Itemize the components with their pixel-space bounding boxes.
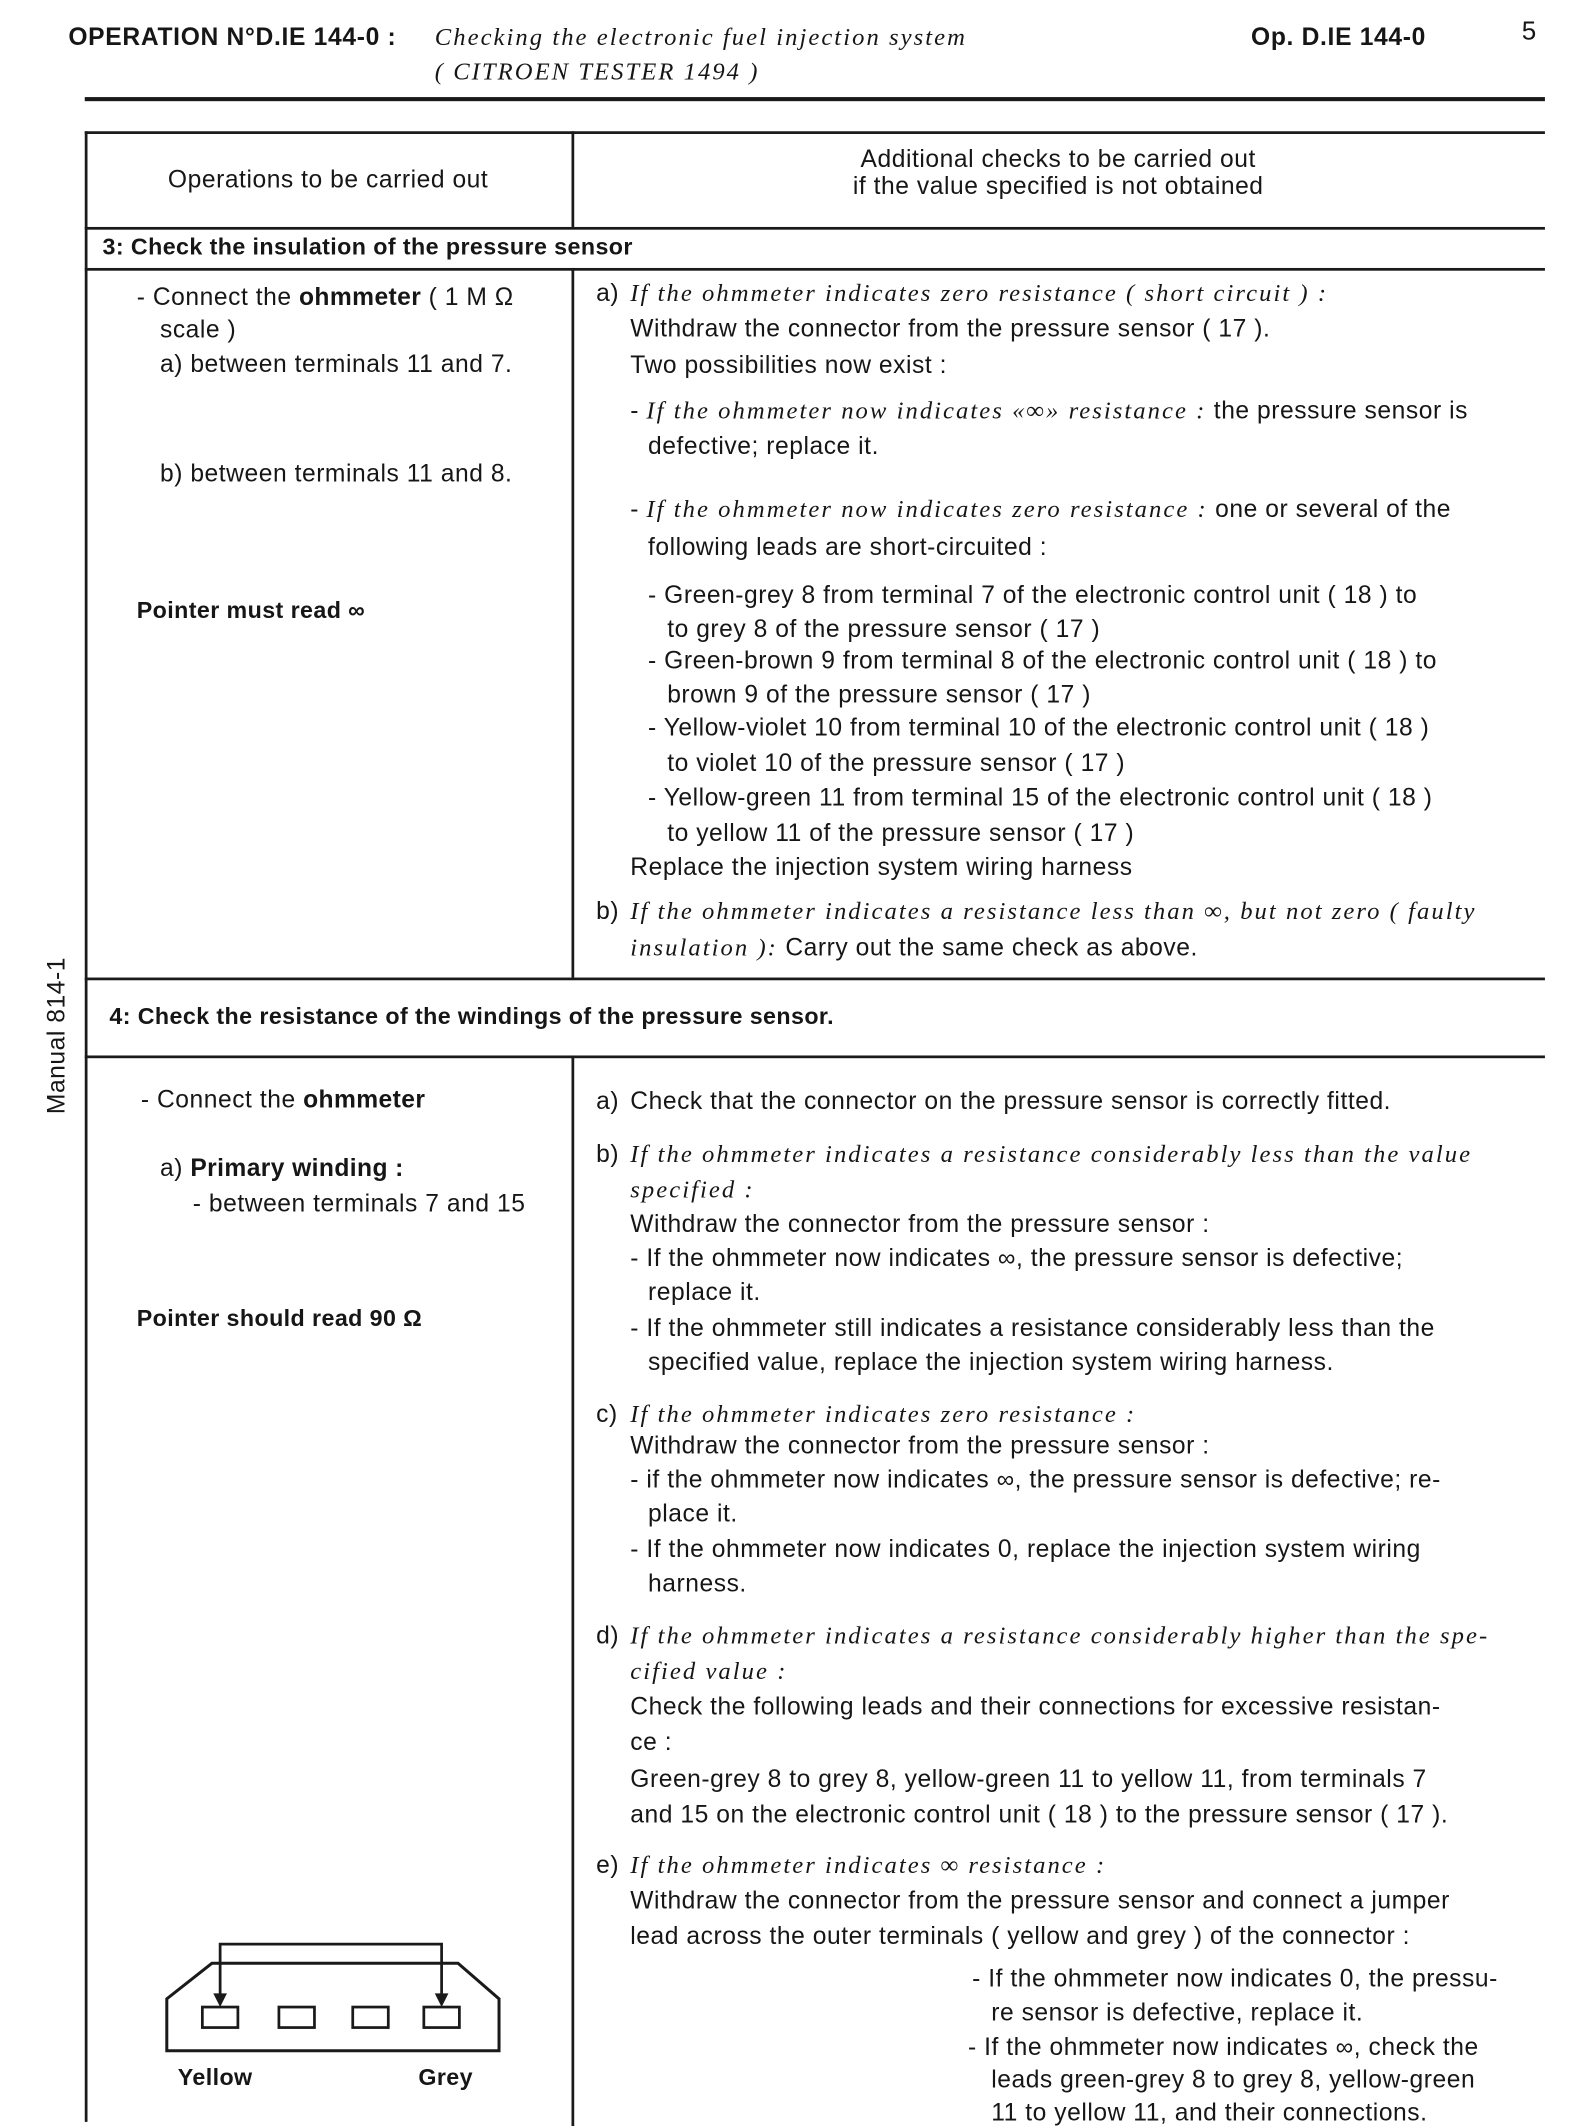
operation-reference: Op. D.IE 144-0 xyxy=(1250,23,1427,51)
lead-item-continuation: brown 9 of the pressure sensor ( 17 ) xyxy=(667,680,1091,709)
check-line: - If the ohmmeter still indicates a resistance considerably less than the xyxy=(630,1313,1435,1342)
check-label: a) xyxy=(596,278,620,307)
check-label: e) xyxy=(596,1851,620,1879)
check-label: a) xyxy=(596,1086,620,1115)
check-line: harness. xyxy=(648,1569,747,1597)
lead-item-continuation: to grey 8 of the pressure sensor ( 17 ) xyxy=(667,615,1101,643)
lead-item: - Yellow-violet 10 from terminal 10 of the electronic control unit ( 18 ) xyxy=(648,713,1430,742)
jumper-lead xyxy=(220,1944,441,1996)
connector-terminal-yellow xyxy=(202,2007,238,2028)
check-label: b) xyxy=(596,1140,620,1168)
table-header-bottom-border xyxy=(85,227,1545,229)
check-line: Replace the injection system wiring harness xyxy=(630,853,1133,881)
checks-column-header-line2: if the value specified is not obtained xyxy=(852,172,1264,200)
section3-connect-instruction xyxy=(137,283,514,310)
check-line: Withdraw the connector from the pressure sensor ( 17 ). xyxy=(630,314,1271,342)
section4-check-c-heading xyxy=(596,1400,1136,1427)
check-line: defective; replace it. xyxy=(648,432,879,460)
table-left-border xyxy=(85,131,87,2122)
check-label: b) xyxy=(596,896,620,925)
step-prefix: a) xyxy=(159,1153,191,1182)
section4-title-bottom-border xyxy=(85,1055,1545,1057)
check-line: Two possibilities now exist : xyxy=(630,351,948,379)
lead-item: - Yellow-green 11 from terminal 15 of the electronic control unit ( 18 ) xyxy=(648,783,1433,811)
check-subcondition xyxy=(630,495,1451,522)
condition-text: If the ohmmeter indicates a resistance considerably higher than the spe- xyxy=(630,1621,1490,1649)
check-line: - If the ohmmeter now indicates ∞, check the xyxy=(967,2033,1479,2061)
condition-text: specified : xyxy=(630,1175,755,1204)
check-line: lead across the outer terminals ( yellow and grey ) of the connector : xyxy=(630,1922,1410,1950)
column-divider-section3 xyxy=(571,268,573,978)
section4-check-a xyxy=(596,1087,1391,1114)
section3-check-b-heading xyxy=(596,897,1476,924)
condition-text: If the ohmmeter indicates ∞ resistance : xyxy=(630,1851,1107,1879)
check-line: - if the ohmmeter now indicates ∞, the pressure sensor is defective; re- xyxy=(630,1465,1441,1493)
section4-expected-reading: Pointer should read 90 Ω xyxy=(136,1305,423,1332)
instrument-name: ohmmeter xyxy=(298,283,422,311)
connector-terminal xyxy=(279,2007,315,2028)
check-text: one or several of the xyxy=(1207,494,1452,523)
check-line: - If the ohmmeter now indicates ∞, the pressure sensor is defective; xyxy=(630,1244,1404,1272)
dash: - xyxy=(630,494,647,523)
check-label: d) xyxy=(596,1621,620,1649)
section3-bottom-border xyxy=(85,978,1545,980)
check-subcondition xyxy=(630,396,1468,423)
operation-subtitle: ( CITROEN TESTER 1494 ) xyxy=(434,57,760,85)
section4-winding-step xyxy=(160,1154,404,1181)
column-divider-section4 xyxy=(571,1055,573,2126)
section3-title: 3: Check the insulation of the pressure sensor xyxy=(102,233,633,260)
check-line: Withdraw the connector from the pressure sensor : xyxy=(630,1431,1210,1459)
condition-text: If the ohmmeter now indicates zero resistance : xyxy=(646,494,1208,523)
connector-terminal xyxy=(353,2007,389,2028)
condition-text: If the ohmmeter indicates a resistance less than ∞, but not zero ( faulty xyxy=(630,896,1477,925)
terminal-label-yellow: Yellow xyxy=(177,2064,253,2091)
scale-text: ( 1 M Ω xyxy=(421,283,514,311)
check-line: Withdraw the connector from the pressure sensor and connect a jumper xyxy=(630,1886,1450,1915)
check-line: Green-grey 8 to grey 8, yellow-green 11 to yellow 11, from terminals 7 xyxy=(630,1765,1427,1793)
section3-expected-reading: Pointer must read ∞ xyxy=(136,597,366,624)
check-line: following leads are short-circuited : xyxy=(648,533,1048,561)
operation-label: OPERATION N°D.IE 144-0 : xyxy=(68,23,397,51)
operation-title: Checking the electronic fuel injection system xyxy=(434,23,967,51)
section3-scale-continuation: scale ) xyxy=(159,315,237,344)
check-label: c) xyxy=(596,1400,618,1428)
check-line: and 15 on the electronic control unit ( 18 ) to the pressure sensor ( 17 ). xyxy=(630,1800,1449,1828)
terminal-label-grey: Grey xyxy=(418,2064,473,2091)
check-line: place it. xyxy=(648,1499,738,1528)
section3-step-b: b) between terminals 11 and 8. xyxy=(159,459,513,487)
section4-winding-terminals: - between terminals 7 and 15 xyxy=(192,1189,526,1217)
section4-check-e-heading xyxy=(596,1851,1106,1878)
condition-text: insulation ): xyxy=(630,933,778,962)
section3-title-bottom-border xyxy=(85,268,1545,270)
check-line: specified value, replace the injection system wiring harness. xyxy=(648,1348,1334,1376)
winding-label: Primary winding : xyxy=(190,1153,404,1182)
arrow-down-icon xyxy=(435,1993,449,2007)
check-line: ce : xyxy=(630,1728,673,1756)
section3-check-a-heading xyxy=(596,279,1328,306)
check-text: Check that the connector on the pressure sensor is correctly fitted. xyxy=(630,1086,1392,1115)
table-top-border xyxy=(85,131,1545,133)
section4-check-b-heading xyxy=(596,1140,1472,1167)
section3-step-a: a) between terminals 11 and 7. xyxy=(159,350,513,378)
dash: - xyxy=(630,396,647,424)
condition-text: If the ohmmeter indicates zero resistance : xyxy=(630,1400,1137,1428)
arrow-down-icon xyxy=(213,1993,227,2007)
check-line: re sensor is defective, replace it. xyxy=(991,1998,1364,2027)
condition-text: If the ohmmeter now indicates «∞» resistance : xyxy=(646,396,1207,424)
connect-prefix: - Connect the xyxy=(140,1085,304,1113)
check-line: - If the ohmmeter now indicates 0, replace the injection system wiring xyxy=(630,1535,1421,1563)
lead-item-continuation: to violet 10 of the pressure sensor ( 17 ) xyxy=(667,749,1126,777)
section4-check-d-heading xyxy=(596,1621,1489,1648)
check-line: - If the ohmmeter now indicates 0, the pressu- xyxy=(972,1964,1498,1993)
section4-connect-instruction xyxy=(141,1086,426,1113)
checks-column-header-line1: Additional checks to be carried out xyxy=(860,144,1256,173)
header-rule xyxy=(85,97,1545,101)
check-line: Withdraw the connector from the pressure sensor : xyxy=(630,1209,1210,1238)
condition-text: If the ohmmeter indicates a resistance considerably less than the value xyxy=(630,1140,1473,1168)
connector-terminal-grey xyxy=(424,2007,460,2028)
page-number: 5 xyxy=(1521,17,1537,47)
manual-side-label: Manual 814-1 xyxy=(42,957,70,1115)
lead-item: - Green-brown 9 from terminal 8 of the electronic control unit ( 18 ) to xyxy=(648,646,1437,675)
section4-title: 4: Check the resistance of the windings of the pressure sensor. xyxy=(109,1003,834,1030)
condition-text: cified value : xyxy=(630,1657,788,1685)
check-line xyxy=(630,934,1198,961)
connect-prefix: - Connect the xyxy=(136,283,299,311)
connector-diagram xyxy=(150,1928,519,2065)
lead-item-continuation: to yellow 11 of the pressure sensor ( 17 ) xyxy=(667,818,1135,847)
check-line: 11 to yellow 11, and their connections. xyxy=(991,2098,1428,2126)
check-line: leads green-grey 8 to grey 8, yellow-green xyxy=(991,2065,1476,2094)
instrument-name: ohmmeter xyxy=(303,1085,426,1113)
condition-text: If the ohmmeter indicates zero resistance ( short circuit ) : xyxy=(630,278,1329,307)
check-line: replace it. xyxy=(648,1278,761,1306)
check-text: the pressure sensor is xyxy=(1206,396,1468,424)
check-line: Check the following leads and their connections for excessive resistan- xyxy=(630,1692,1441,1720)
check-text: Carry out the same check as above. xyxy=(777,933,1198,962)
operations-column-header: Operations to be carried out xyxy=(167,165,489,193)
lead-item: - Green-grey 8 from terminal 7 of the electronic control unit ( 18 ) to xyxy=(648,581,1418,609)
